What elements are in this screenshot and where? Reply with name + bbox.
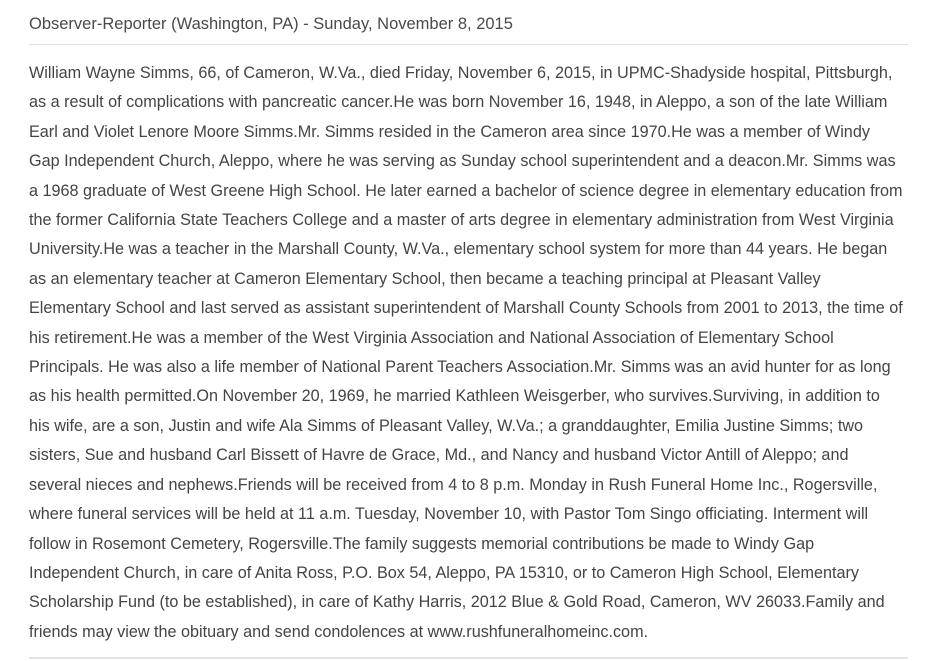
bottom-divider: [29, 657, 908, 659]
publication-source-line: Observer-Reporter (Washington, PA) - Sunday, November 8, 2015: [29, 15, 513, 33]
obituary-body: William Wayne Simms, 66, of Cameron, W.Va., died Friday, November 6, 2015, in UPMC-Shadyside hospital, Pittsburgh, as a result of complications with pancreatic cancer.He was born November 16, 1948, in Aleppo, a son of the late William Earl and Violet Lenore Moore Simms.Mr. Simms resided in the Cameron area since 1970.He was a member of Windy Gap Independent Church, Aleppo, where he was serving as Sunday school superintendent and a deacon.Mr. Simms was a 1968 graduate of West Greene High School. He later earned a bachelor of science degree in elementary education from the former California State Teachers College and a master of arts degree in elementary administration from West Virginia University.He was a teacher in the Marshall County, W.Va., elementary school system for more than 44 years. He began as an elementary teacher at Cameron Elementary School, then became a teaching principal at Pleasant Valley Elementary School and last served as assistant superintendent of Marshall County Schools from 2001 to 2013, the time of his retirement.He was a member of the West Virginia Association and National Association of Elementary School Principals. He was also a life member of National Parent Teachers Association.Mr. Simms was an avid hunter for as long as his health permitted.On November 20, 1969, he married Kathleen Weisgerber, who survives.Surviving, in addition to his wife, are a son, Justin and wife Ala Simms of Pleasant Valley, W.Va.; a granddaughter, Emilia Justine Simms; two sisters, Sue and husband Carl Bissett of Havre de Grace, Md., and Nancy and husband Victor Antill of Aleppo; and several nieces and nephews.Friends will be received from 4 to 8 p.m. Monday in Rush Funeral Home Inc., Rogersville, where funeral services will be held at 11 a.m. Tuesday, November 10, with Pastor Tom Singo officiating. Interment will follow in Rosemont Cemetery, Rogersville.The family suggests memorial contributions be made to Windy Gap Independent Church, in care of Anita Ross, P.O. Box 54, Aleppo, PA 15310, or to Cameron High School, Elementary Scholarship Fund (to be established), in care of Kathy Harris, 2012 Blue & Gold Road, Cameron, WV 26033.Family and friends may view the obituary and send condolences at www.rushfuneralhomeinc.com.: [29, 64, 903, 641]
top-divider: [29, 44, 908, 45]
